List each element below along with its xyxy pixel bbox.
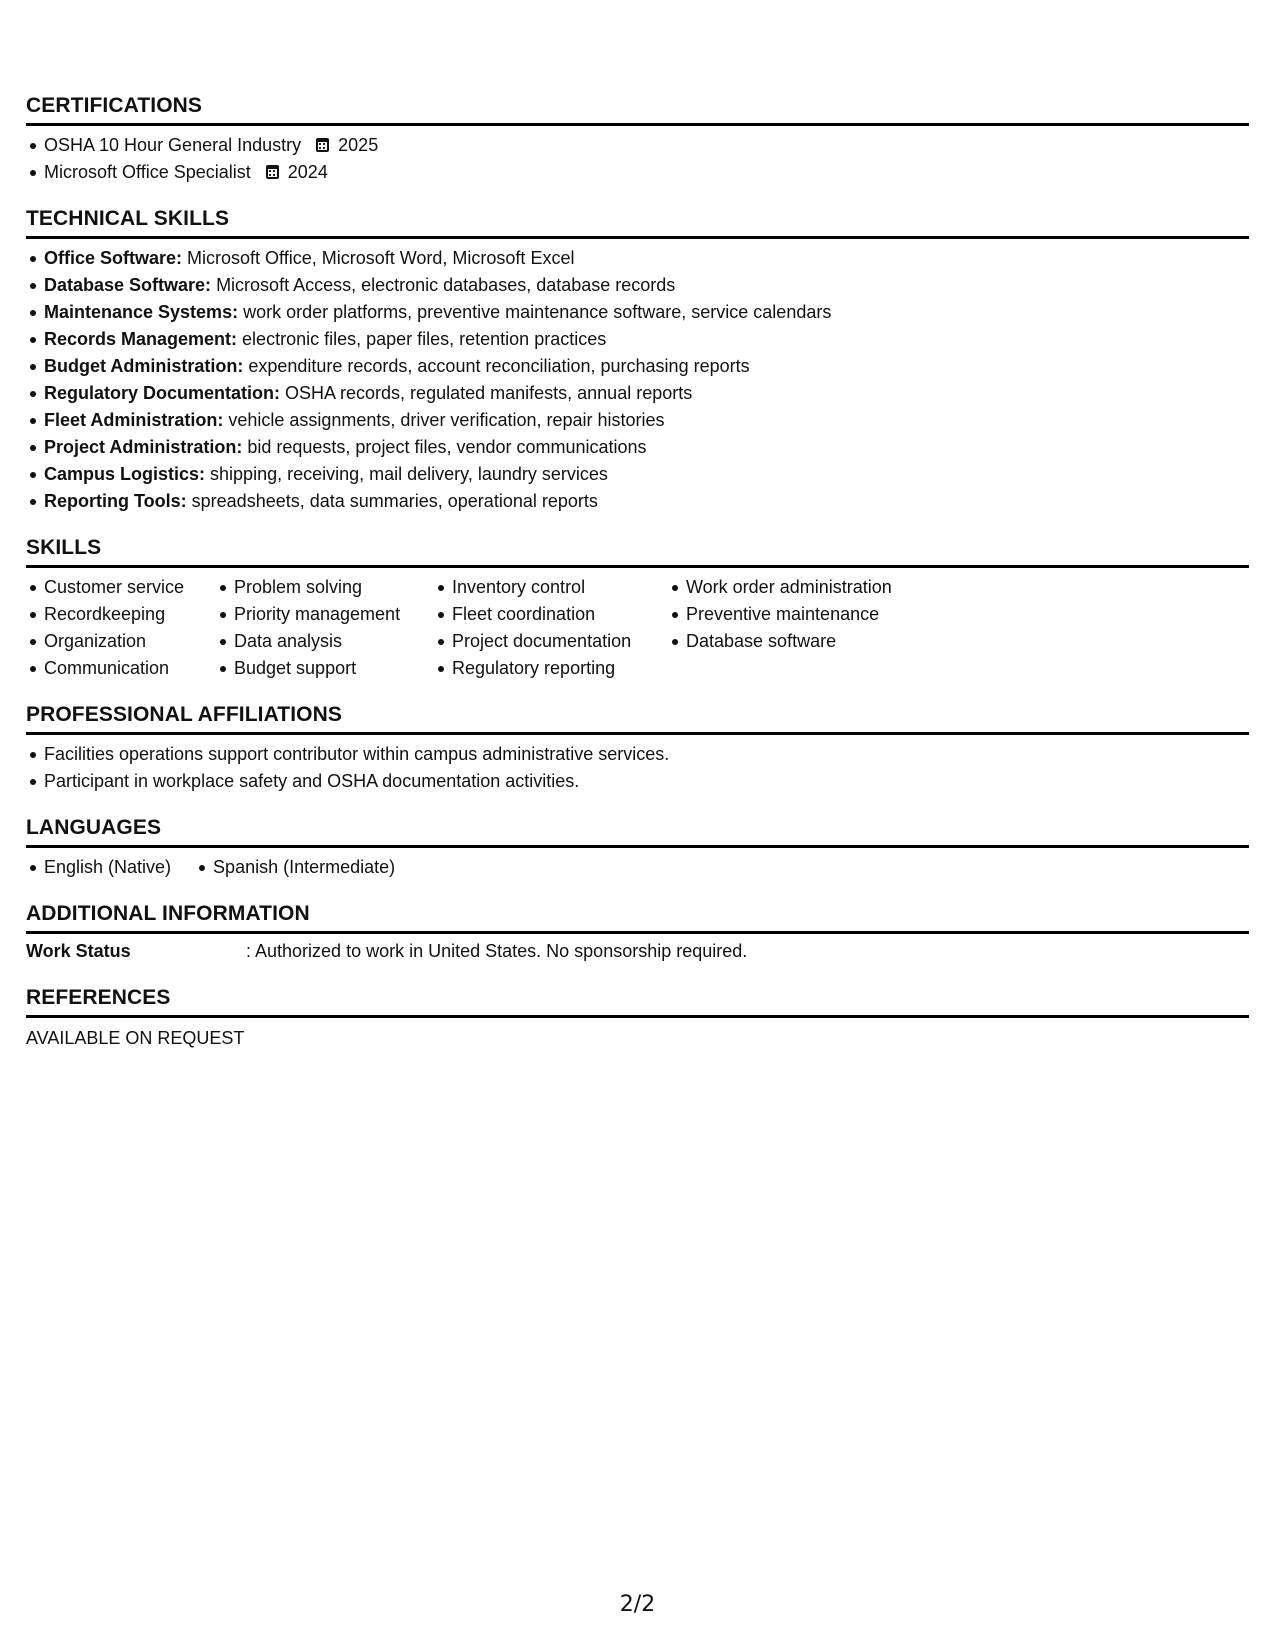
technical-skill-value: shipping, receiving, mail delivery, laundry services	[205, 464, 608, 484]
affiliation-item: Facilities operations support contributor within campus administrative services.	[26, 741, 1249, 768]
references-heading: REFERENCES	[26, 986, 1249, 1018]
certification-name: OSHA 10 Hour General Industry	[44, 135, 302, 155]
skill-item: Customer service	[26, 574, 216, 601]
skills-section	[26, 536, 1249, 682]
technical-skill-item	[26, 272, 1249, 299]
additional-info-section	[26, 902, 1249, 965]
technical-skill-label: Campus Logistics:	[44, 464, 206, 484]
skill-item: Priority management	[216, 601, 434, 628]
languages-list	[26, 854, 1249, 881]
technical-skill-item	[26, 299, 1249, 326]
technical-skill-label: Records Management:	[44, 329, 238, 349]
work-status-label: Work Status	[26, 941, 131, 961]
technical-skill-item	[26, 461, 1249, 488]
references-text: AVAILABLE ON REQUEST	[26, 1028, 245, 1048]
technical-skills-heading: TECHNICAL SKILLS	[26, 207, 1249, 239]
skill-item: Data analysis	[216, 628, 434, 655]
languages-heading: LANGUAGES	[26, 816, 1249, 848]
technical-skill-item	[26, 326, 1249, 353]
skill-item: Work order administration	[668, 574, 928, 601]
technical-skill-item	[26, 380, 1249, 407]
skill-item: Inventory control	[434, 574, 668, 601]
languages-section	[26, 816, 1249, 881]
technical-skill-value: Microsoft Access, electronic databases, database records	[211, 275, 676, 295]
technical-skill-item	[26, 353, 1249, 380]
additional-info-heading: ADDITIONAL INFORMATION	[26, 902, 1249, 934]
skill-item: Communication	[26, 655, 216, 682]
technical-skill-label: Database Software:	[44, 275, 212, 295]
certifications-section	[26, 94, 1249, 186]
technical-skill-item	[26, 407, 1249, 434]
skills-column	[216, 574, 434, 682]
technical-skill-label: Maintenance Systems:	[44, 302, 239, 322]
language-item: English (Native)	[26, 854, 171, 881]
technical-skill-label: Project Administration:	[44, 437, 243, 457]
certification-item	[26, 159, 1249, 186]
affiliations-list	[26, 741, 1249, 795]
technical-skill-label: Reporting Tools:	[44, 491, 187, 511]
technical-skill-value: Microsoft Office, Microsoft Word, Microsoft Excel	[182, 248, 575, 268]
technical-skill-label: Office Software:	[44, 248, 183, 268]
technical-skill-label: Regulatory Documentation:	[44, 383, 281, 403]
technical-skill-value: work order platforms, preventive maintenance software, service calendars	[238, 302, 832, 322]
skills-column	[668, 574, 928, 682]
calendar-icon	[266, 165, 279, 179]
skills-grid	[26, 574, 1249, 682]
work-status-value: : Authorized to work in United States. No sponsorship required.	[246, 941, 748, 961]
skill-item: Fleet coordination	[434, 601, 668, 628]
technical-skill-value: electronic files, paper files, retention practices	[237, 329, 607, 349]
certification-name: Microsoft Office Specialist	[44, 162, 251, 182]
references-section	[26, 986, 1249, 1052]
page-number: 2/2	[619, 1592, 656, 1617]
skill-item: Problem solving	[216, 574, 434, 601]
skills-column	[26, 574, 216, 682]
skill-item: Organization	[26, 628, 216, 655]
technical-skill-value: bid requests, project files, vendor communications	[242, 437, 647, 457]
technical-skill-value: spreadsheets, data summaries, operational reports	[186, 491, 598, 511]
skills-column	[434, 574, 668, 682]
certifications-list	[26, 132, 1249, 186]
certification-item	[26, 132, 1249, 159]
technical-skills-list	[26, 245, 1249, 515]
technical-skill-value: expenditure records, account reconciliation, purchasing reports	[243, 356, 750, 376]
calendar-icon	[316, 138, 329, 152]
skill-item: Regulatory reporting	[434, 655, 668, 682]
technical-skill-label: Fleet Administration:	[44, 410, 224, 430]
certification-year: 2025	[338, 135, 379, 155]
skills-heading: SKILLS	[26, 536, 1249, 568]
technical-skill-value: vehicle assignments, driver verification, repair histories	[223, 410, 665, 430]
skill-item: Budget support	[216, 655, 434, 682]
skill-item: Project documentation	[434, 628, 668, 655]
technical-skill-value: OSHA records, regulated manifests, annual reports	[280, 383, 693, 403]
technical-skill-item	[26, 245, 1249, 272]
resume-page	[26, 94, 1249, 1052]
skill-item: Recordkeeping	[26, 601, 216, 628]
certification-year: 2024	[287, 162, 328, 182]
language-item: Spanish (Intermediate)	[195, 854, 395, 881]
skill-item: Preventive maintenance	[668, 601, 928, 628]
affiliation-item: Participant in workplace safety and OSHA documentation activities.	[26, 768, 1249, 795]
skill-item: Database software	[668, 628, 928, 655]
certifications-heading: CERTIFICATIONS	[26, 94, 1249, 126]
affiliations-section	[26, 703, 1249, 795]
technical-skills-section	[26, 207, 1249, 515]
technical-skill-label: Budget Administration:	[44, 356, 244, 376]
technical-skill-item	[26, 434, 1249, 461]
affiliations-heading: PROFESSIONAL AFFILIATIONS	[26, 703, 1249, 735]
technical-skill-item	[26, 488, 1249, 515]
work-status-row	[26, 938, 1249, 965]
